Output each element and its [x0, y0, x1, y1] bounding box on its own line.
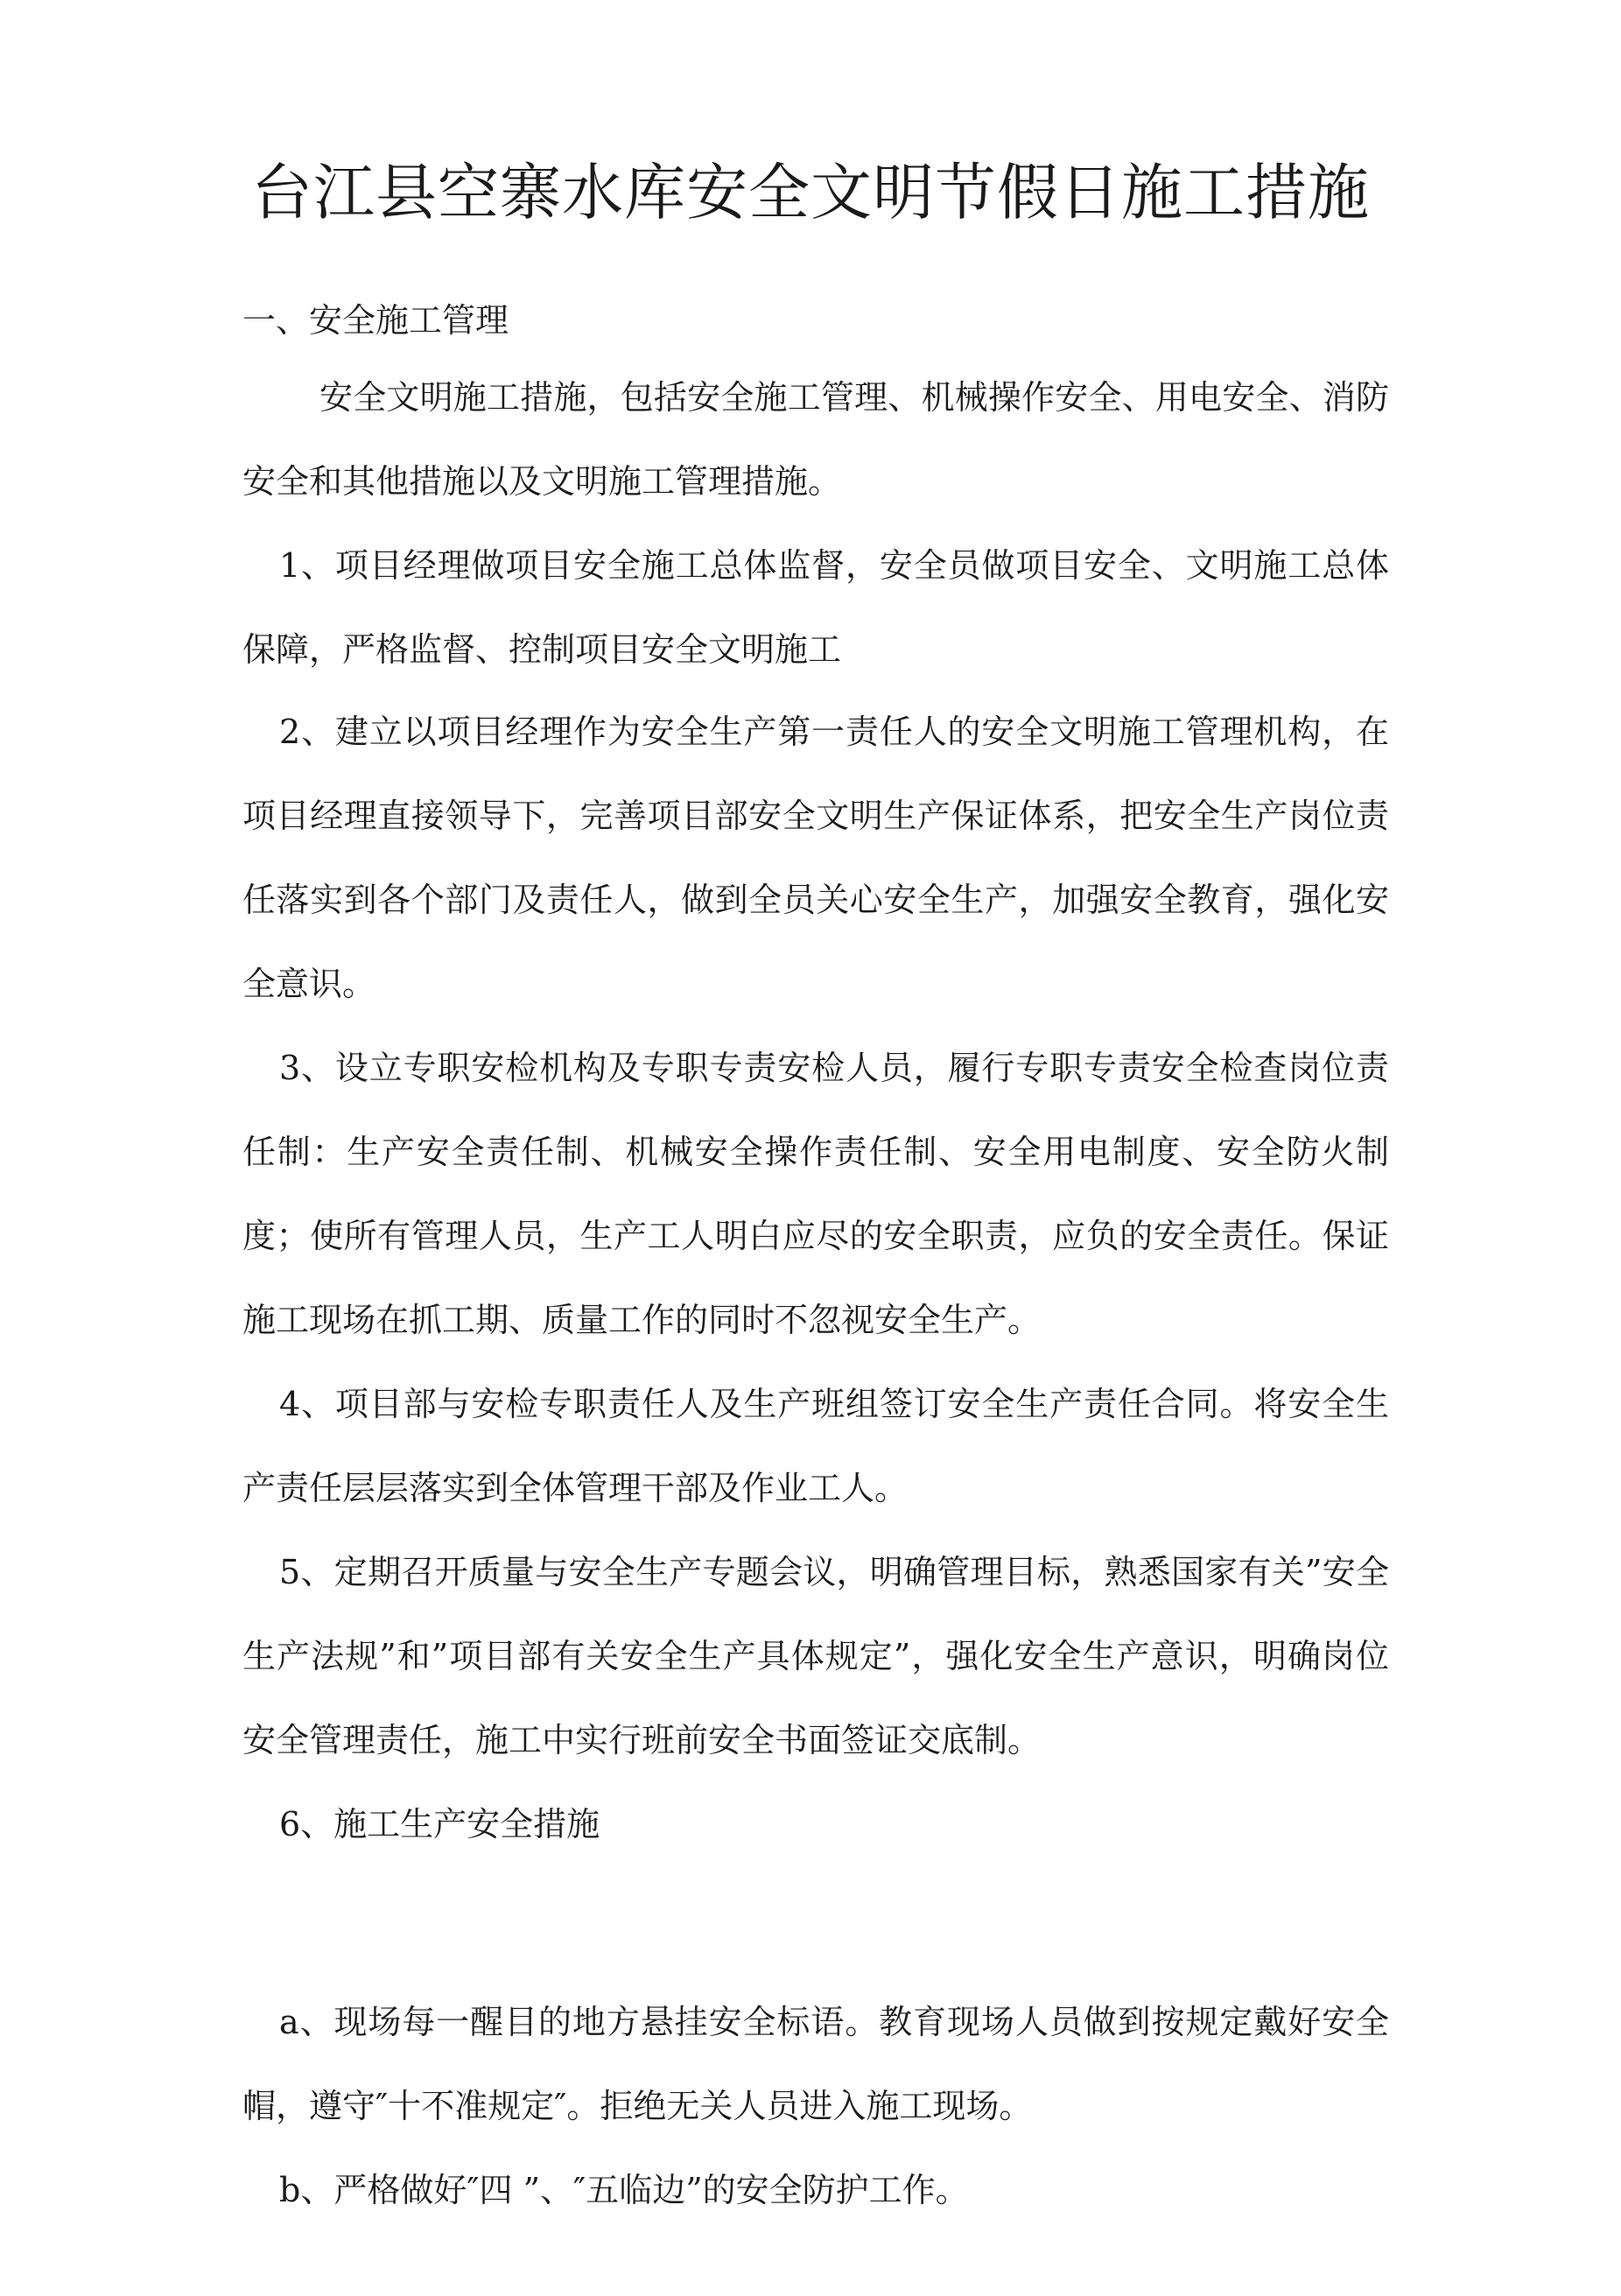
paragraph-item-3: 3、设立专职安检机构及专职专责安检人员，履行专职专责安全检查岗位责任制：生产安全责任制、机械安全操作责任制、安全用电制度、安全防火制度；使所有管理人员，生产工人明白应尽的安全职责，应负的安全责任。保证施工现场在抓工期、质量工作的同时不忽视安全生产。	[242, 1049, 1389, 1339]
paragraph-item-b: b、严格做好″四 ”、″五临边”的安全防护工作。	[279, 2171, 969, 2209]
paragraph-item-5: 5、定期召开质量与安全生产专题会议，明确管理目标，熟悉国家有关”安全生产法规”和”项目部有关安全生产具体规定”，强化安全生产意识，明确岗位安全管理责任，施工中实行班前安全书面签证交底制。	[242, 1553, 1389, 1759]
paragraph-item-6: 6、施工生产安全措施	[279, 1805, 600, 1843]
paragraph-item-4: 4、项目部与安检专职责任人及生产班组签订安全生产责任合同。将安全生产责任层层落实到全体管理干部及作业工人。	[242, 1385, 1389, 1507]
paragraph-item-a: a、现场每一醒目的地方悬挂安全标语。教育现场人员做到按规定戴好安全帽，遵守″十不准规定″。拒绝无关人员进入施工现场。	[242, 2003, 1389, 2125]
paragraph-item-1: 1、项目经理做项目安全施工总体监督，安全员做项目安全、文明施工总体保障，严格监督、控制项目安全文明施工	[242, 546, 1389, 669]
paragraph-item-2: 2、建立以项目经理作为安全生产第一责任人的安全文明施工管理机构，在项目经理直接领导下，完善项目部安全文明生产保证体系，把安全生产岗位责任落实到各个部门及责任人，做到全员关心安全生产，加强安全教育，强化安全意识。	[242, 713, 1389, 1003]
document-title: 台江县空寨水库安全文明节假日施工措施	[251, 157, 1370, 228]
paragraph-intro: 安全文明施工措施，包括安全施工管理、机械操作安全、用电安全、消防安全和其他措施以及文明施工管理措施。	[242, 378, 1389, 501]
section-heading: 一、安全施工管理	[242, 301, 509, 340]
